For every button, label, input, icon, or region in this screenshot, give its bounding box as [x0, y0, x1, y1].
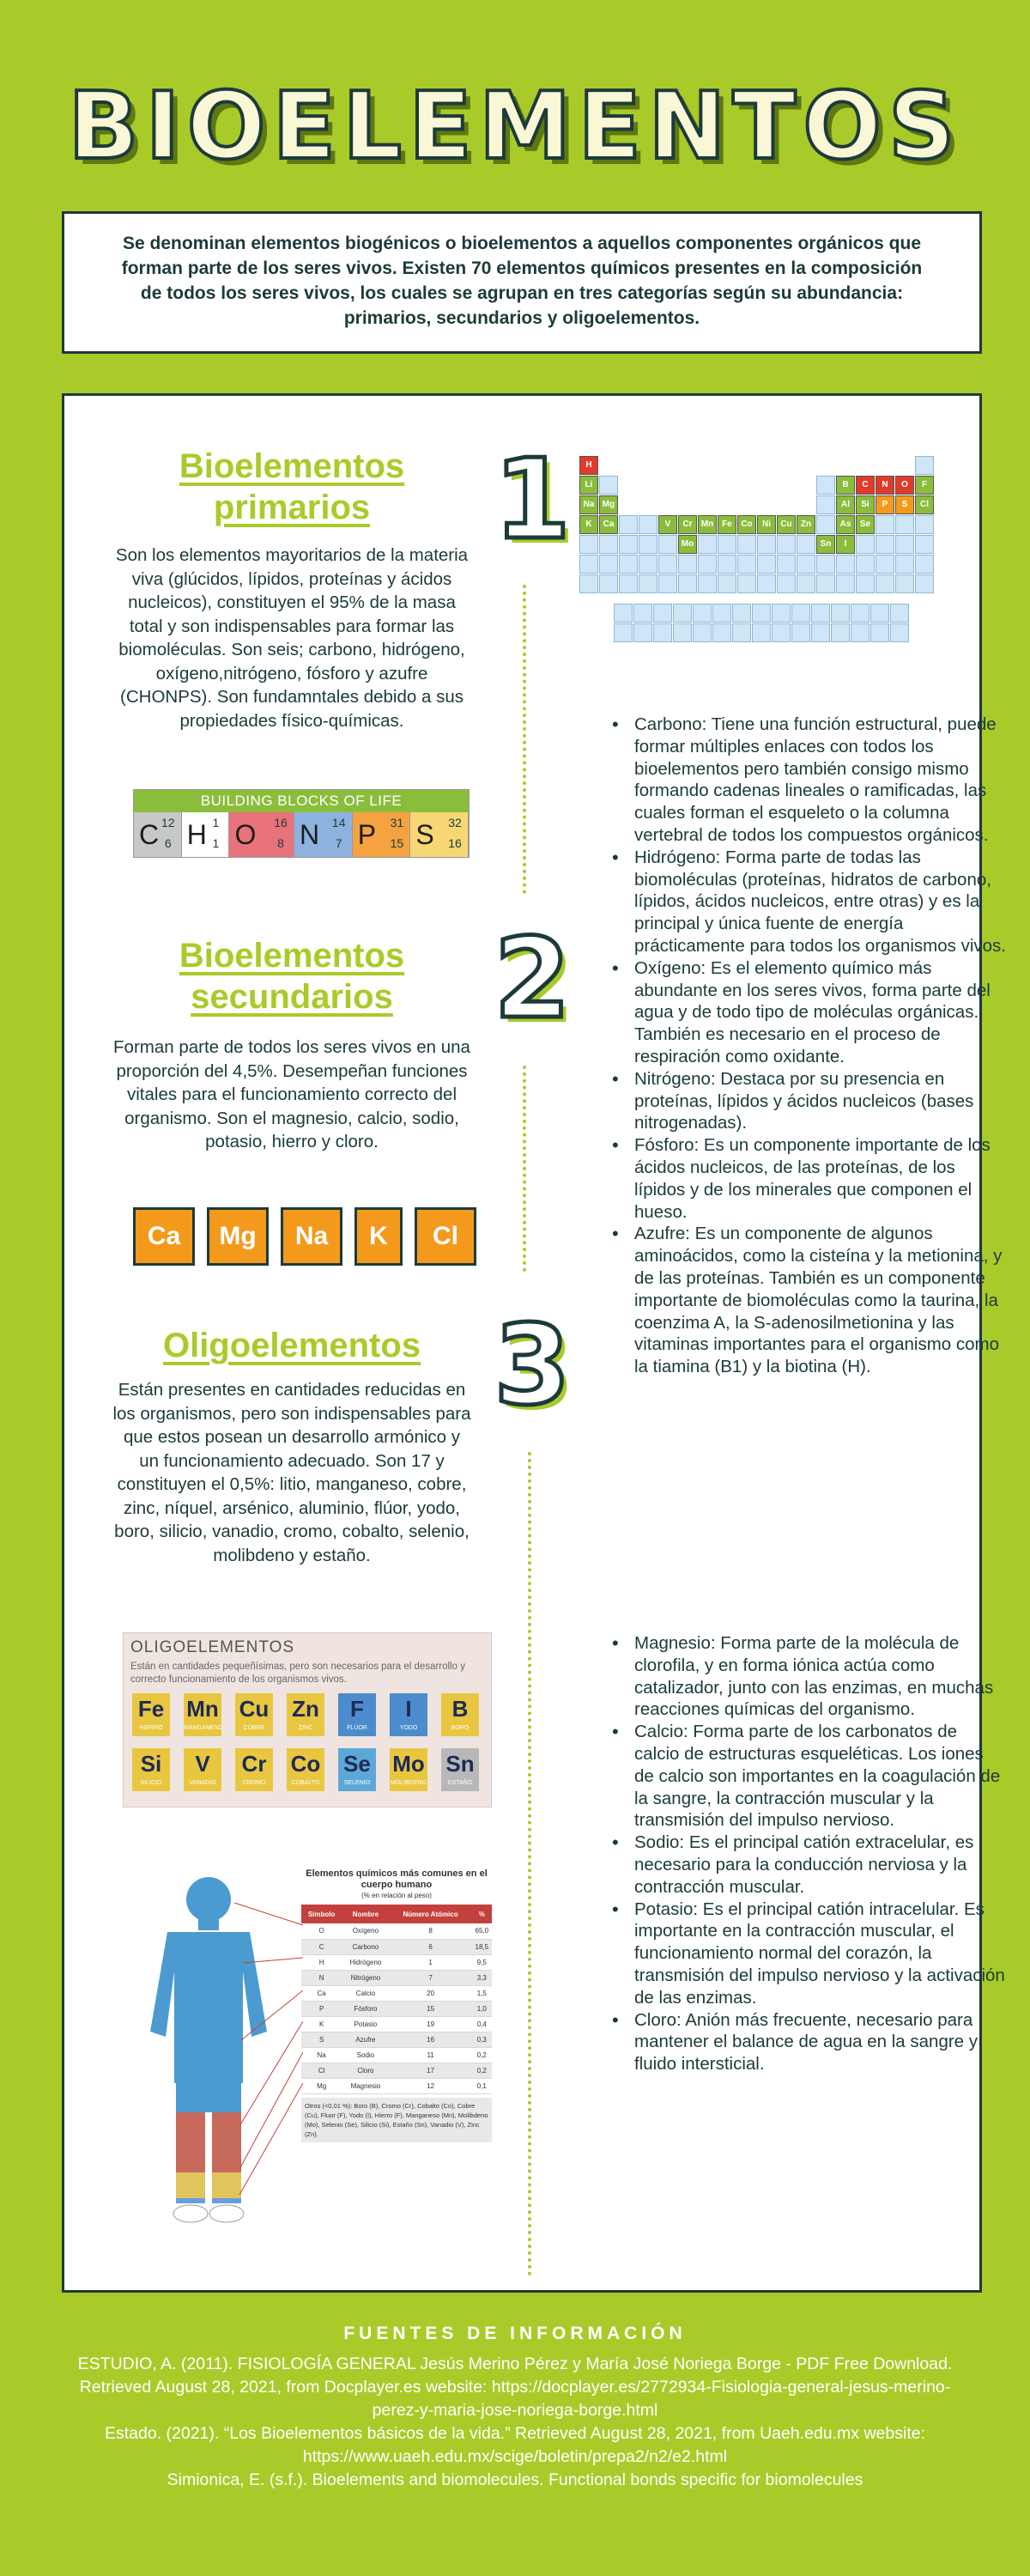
table-row [301, 2016, 492, 2032]
atomic-number: 6 [164, 836, 172, 850]
periodic-cell [811, 623, 830, 642]
periodic-cell [757, 555, 776, 574]
table-cell: 18,5 [472, 1939, 492, 1954]
table-header: Número Atómico [390, 1905, 472, 1923]
mass-number: 16 [274, 816, 288, 829]
oligo-name: BORO [451, 1725, 470, 1731]
periodic-cell [890, 604, 909, 623]
periodic-cell [673, 623, 692, 642]
periodic-cell [757, 535, 776, 554]
table-cell: 15 [390, 2001, 472, 2016]
table-cell: C [301, 1939, 342, 1954]
source-item: Simionica, E. (s.f.). Bioelements and biomolecules. Functional bonds specific for biomolecules [167, 2470, 863, 2489]
table-row [301, 1985, 492, 2001]
list-item: • Carbono: Tiene una función estructural, puede formar múltiples enlaces con todos los bioelementos pero también consigo mismo formando cadenas lineales o ramificadas, las cuales forman el esqueleto o la columna vertebral de todos los compuestos orgánicos. [612, 714, 1007, 847]
periodic-cell [737, 574, 756, 593]
periodic-cell [718, 574, 736, 593]
secondary-title: Bioelementos secundarios [179, 937, 405, 1016]
table-cell: 1 [390, 1954, 472, 1970]
periodic-cell [831, 604, 850, 623]
periodic-cell [816, 476, 835, 495]
periodic-cell [856, 555, 875, 574]
table-row [301, 2001, 492, 2016]
periodic-cell [851, 623, 869, 642]
periodic-cell [915, 515, 934, 534]
periodic-cell [614, 604, 633, 623]
element-symbol: C [139, 819, 160, 850]
periodic-cell [851, 604, 869, 623]
periodic-cell [653, 623, 672, 642]
periodic-cell-highlighted: C [856, 476, 875, 495]
periodic-cell-highlighted: P [876, 495, 894, 514]
table-row [301, 1939, 492, 1954]
periodic-cell [619, 515, 638, 534]
table-cell: N [301, 1970, 342, 1985]
periodic-cell-highlighted: Co [737, 515, 756, 534]
periodic-cell [876, 574, 894, 593]
table-cell: Cloro [342, 2063, 389, 2078]
table-cell: O [301, 1923, 342, 1939]
source-item: Estado. (2021). “Los Bioelementos básicos de la vida.” Retrieved August 28, 2021, from Uaeh.edu.mx website: https://www.uaeh.edu.mx/scige/boletin/prepa2/n2/e2.html [104, 2424, 926, 2466]
periodic-cell [757, 574, 776, 593]
building-blocks-row [134, 812, 469, 857]
body-table-title: Elementos químicos más comunes en el cuerpo humano [306, 1868, 488, 1890]
periodic-cell [811, 604, 830, 623]
periodic-cell [876, 515, 894, 534]
periodic-cell [752, 623, 771, 642]
periodic-cell [732, 623, 751, 642]
periodic-cell [599, 476, 618, 495]
periodic-cell [639, 515, 657, 534]
table-cell: S [301, 2032, 342, 2047]
periodic-cell-highlighted: V [658, 515, 677, 534]
periodic-cell-highlighted: I [836, 535, 855, 554]
oligo-element-tile [132, 1693, 170, 1736]
source-item: ESTUDIO, A. (2011). FISIOLOGÍA GENERAL Jesús Merino Pérez y María José Noriega Borge - PDF Free Download. Retrieved August 28, 2021, from Docplayer.es website: https://docplayer.es/2772934-Fisiologia-general-jesus-merino-perez-y-maria-jose-noriega-borge.html [77, 2354, 953, 2420]
periodic-cell [870, 604, 889, 623]
mass-number: 32 [448, 816, 462, 829]
periodic-cell-highlighted: Zn [797, 515, 815, 534]
table-cell: Calcio [342, 1985, 389, 2001]
periodic-cell [633, 623, 652, 642]
table-row [301, 1970, 492, 1985]
table-cell: Oxígeno [342, 1923, 389, 1939]
table-row [301, 1954, 492, 1970]
periodic-cell [777, 574, 796, 593]
table-cell: Magnesio [342, 2078, 389, 2093]
table-cell: 3,3 [472, 1970, 492, 1985]
oligo-symbol: Co [290, 1751, 321, 1777]
periodic-cell-highlighted: Ca [599, 515, 618, 534]
periodic-cell [718, 555, 736, 574]
oligo-element-tile [441, 1693, 479, 1736]
atomic-number: 15 [390, 836, 404, 850]
table-cell: 1,5 [472, 1985, 492, 2001]
periodic-cell [797, 574, 815, 593]
periodic-cell-highlighted: Mo [678, 535, 697, 554]
periodic-cell [639, 535, 657, 554]
element-symbol: N [300, 819, 320, 850]
oligo-symbol: Cr [241, 1751, 267, 1777]
periodic-cell [856, 574, 875, 593]
sources-title: FUENTES DE INFORMACIÓN [343, 2324, 687, 2343]
periodic-cell-highlighted: Sn [816, 535, 835, 554]
periodic-cell [895, 555, 914, 574]
periodic-cell [678, 555, 697, 574]
periodic-cell-highlighted: O [895, 476, 914, 495]
periodic-cell [718, 535, 736, 554]
periodic-cell [619, 574, 638, 593]
table-cell: Fósforo [342, 2001, 389, 2016]
periodic-cell-highlighted: S [895, 495, 914, 514]
content-panel [62, 393, 1006, 2293]
sources-list [69, 2353, 961, 2492]
periodic-cell [658, 535, 677, 554]
table-cell: 0,2 [472, 2063, 492, 2078]
table-cell: P [301, 2001, 342, 2016]
periodic-cell [797, 535, 815, 554]
table-cell: Carbono [342, 1939, 389, 1954]
dotted-divider-3 [528, 1452, 531, 2276]
oligo-name: ZINC [298, 1725, 313, 1731]
periodic-cell [915, 456, 934, 475]
periodic-cell [579, 574, 598, 593]
table-cell: 20 [390, 1985, 472, 2001]
periodic-cell [836, 574, 855, 593]
atomic-number: 16 [448, 836, 462, 850]
periodic-cell [579, 535, 598, 554]
periodic-cell [791, 623, 810, 642]
periodic-cell [698, 535, 717, 554]
oligo-element-tile [338, 1748, 376, 1791]
oligo-symbol: Mn [186, 1696, 219, 1722]
table-header: Nombre [342, 1905, 389, 1923]
periodic-cell [816, 574, 835, 593]
periodic-cell [732, 604, 751, 623]
table-header: % [472, 1905, 492, 1923]
table-cell: Azufre [342, 2032, 389, 2047]
oligo-symbol: Cu [239, 1696, 270, 1722]
element-tile: K [354, 1207, 403, 1266]
periodic-cell [673, 604, 692, 623]
number-three: 3 [494, 1302, 571, 1430]
table-row [301, 2032, 492, 2047]
periodic-cell [797, 555, 815, 574]
element-tile: Mg [207, 1207, 269, 1266]
periodic-cell-highlighted: K [579, 515, 598, 534]
periodic-cell [816, 515, 835, 534]
periodic-cell [658, 574, 677, 593]
periodic-cell-highlighted: Ni [757, 515, 776, 534]
secondary-element-tiles [133, 1207, 476, 1267]
periodic-cell-highlighted: As [836, 515, 855, 534]
building-blocks-header: BUILDING BLOCKS OF LIFE [134, 790, 469, 812]
periodic-cell [698, 555, 717, 574]
oligo-element-tile [338, 1693, 376, 1736]
list-item: • Magnesio: Forma parte de la molécula de clorofila, y en forma iónica actúa como catalizador, junto con las enzimas, en muchas reacciones químicas del organismo. [612, 1632, 1007, 1721]
secondary-text: Forman parte de todos los seres vivos en una proporción del 4,5%. Desempeñan funciones vitales para el funcionamiento correcto del organismo. Son el magnesio, calcio, sodio, potasio, hierro y cloro. [113, 1037, 470, 1151]
body-elements-table [301, 1868, 492, 2142]
list-item: • Oxígeno: Es el elemento químico más abundante en los seres vivos, forma parte del agua y de todo tipo de moléculas orgánicas. También es necesario en el proceso de respiración como oxidante. [612, 957, 1007, 1068]
oligo-element-tile [441, 1748, 479, 1791]
periodic-cell [698, 574, 717, 593]
oligo-name: ESTAÑO [447, 1780, 473, 1786]
periodic-cell-highlighted: Cl [915, 495, 934, 514]
element-symbol: P [357, 819, 377, 850]
periodic-cell [816, 495, 835, 514]
mass-number: 14 [331, 816, 346, 829]
list-item: • Nitrógeno: Destaca por su presencia en proteínas, lípidos y ácidos nucleicos (bases nitrogenadas). [612, 1068, 1007, 1134]
oligo-name: FLÚOR [347, 1725, 367, 1731]
periodic-cell-highlighted: H [579, 456, 598, 475]
table-row [301, 2047, 492, 2063]
periodic-cell [633, 604, 652, 623]
periodic-cell [772, 623, 791, 642]
element-symbol: S [415, 819, 434, 850]
periodic-cell-highlighted: F [915, 476, 934, 495]
oligo-symbol: Mo [392, 1751, 425, 1777]
periodic-cell [777, 555, 796, 574]
table-cell: 1,0 [472, 2001, 492, 2016]
table-cell: 6 [390, 1939, 472, 1954]
mass-number: 31 [390, 816, 404, 829]
oligo-element-tile [390, 1748, 427, 1791]
primary-title: Bioelementos primarios [179, 447, 405, 526]
table-cell: Mg [301, 2078, 342, 2093]
periodic-cell-highlighted: Mg [599, 495, 618, 514]
periodic-cell-highlighted: N [876, 476, 894, 495]
oligo-symbol: Se [343, 1751, 371, 1777]
element-tile: Cl [415, 1207, 476, 1266]
table-row [301, 2078, 492, 2093]
page-title: BIOELEMENTOS [68, 73, 962, 180]
periodic-cell [693, 604, 712, 623]
periodic-cell-highlighted: Al [836, 495, 855, 514]
mass-number: 1 [212, 816, 220, 829]
periodic-cell [876, 555, 894, 574]
oligo-symbol: Fe [137, 1696, 165, 1722]
oligo-symbol: Si [140, 1751, 162, 1777]
periodic-cell-highlighted: Mn [698, 515, 717, 534]
table-cell: 11 [390, 2047, 472, 2063]
oligo-name: HIERRO [139, 1725, 163, 1731]
oligo-element-tile [184, 1693, 221, 1736]
human-body-figure [123, 1868, 303, 2225]
list-item: • Fósforo: Es un componente importante de los ácidos nucleicos, de las proteínas, de los lípidos y de los minerales que componen el hueso. [612, 1134, 1007, 1223]
list-item: • Potasio: Es el principal catión intracelular. Es importante en la contracción muscular, el funcionamiento normal del corazón, la transmisión del impulso nervioso y la activación de las enzimas. [612, 1899, 1007, 2009]
periodic-cell [619, 555, 638, 574]
periodic-cell [653, 604, 672, 623]
oligo-title: Oligoelementos [162, 1327, 421, 1364]
table-cell: 12 [390, 2078, 472, 2093]
primary-text: Son los elementos mayoritarios de la materia viva (glúcidos, lípidos, proteínas y ácidos nucleicos), constituyen el 95% de la masa total y son indispensables para formar las biomoléculas. Son seis; carbono, hidrógeno, oxígeno,nitrógeno, fósforo y azufre (CHONPS). Son fundamntales debido a sus propiedades físico-químicas. [115, 545, 469, 731]
table-cell: 0,4 [472, 2016, 492, 2032]
oligo-symbol: Sn [445, 1751, 475, 1777]
oligo-name: SILICIO [140, 1780, 162, 1786]
element-block [410, 812, 469, 857]
periodic-cell [678, 574, 697, 593]
table-cell: Nitrógeno [342, 1970, 389, 1985]
oligo-name: YODO [399, 1725, 418, 1731]
human-body-image [123, 1868, 492, 2225]
list-item: • Calcio: Forma parte de los carbonatos de calcio de estructuras esqueléticas. Los iones de calcio son importantes en la coagulación de la sangre, la contracción muscular y la transmisión del impulso nervioso. [612, 1721, 1007, 1832]
table-cell: 0,1 [472, 2078, 492, 2093]
oligoelements-image [123, 1632, 492, 1807]
atomic-number: 1 [212, 836, 220, 850]
periodic-cell [599, 555, 618, 574]
table-cell: 7 [390, 1970, 472, 1985]
list-item: • Hidrógeno: Forma parte de todas las biomoléculas (proteínas, hidratos de carbono, lípidos, ácidos nucleicos, entre otras) y es la principal y única fuente de energía prácticamente para todos los organismos vivos. [612, 847, 1007, 957]
element-block [134, 812, 182, 857]
table-cell: Potasio [342, 2016, 389, 2032]
periodic-cell-highlighted: Cu [777, 515, 796, 534]
periodic-cell [915, 535, 934, 554]
list-item: • Cloro: Anión más frecuente, necesario para mantener el balance de agua en la sangre y fluido intersticial. [612, 2009, 1007, 2075]
oligo-text: Están presentes en cantidades reducidas en los organismos, pero son indispensables para que estos posean un desarrollo armónico y un funcionamiento adecuado. Son 17 y constituyen el 0,5%: litio, manganeso, cobre, zinc, níquel, arsénico, aluminio, flúor, yodo, boro, silicio, vanadio, cromo, cobalto, selenio, molibdeno y estaño. [112, 1380, 471, 1565]
oligo-symbol: F [350, 1696, 364, 1722]
periodic-cell [737, 535, 756, 554]
secondary-bullets [612, 1632, 1007, 2075]
element-block [229, 812, 294, 857]
table-cell: Ca [301, 1985, 342, 2001]
periodic-cell [712, 623, 731, 642]
element-symbol: H [186, 819, 207, 850]
list-item: • Azufre: Es un componente de algunos aminoácidos, como la cisteína y la metionina, y de las proteínas. También es un componente importante de biomoléculas como la taurina, la coenzima A, la S-adenosilmetionina y las vitaminas importantes para el organismo como la tiamina (B1) y la biotina (H). [612, 1223, 1007, 1378]
oligo-name: VANADIO [189, 1780, 216, 1786]
table-cell: 19 [390, 2016, 472, 2032]
oligo-element-tile [287, 1693, 324, 1736]
oligo-name: COBRE [243, 1725, 265, 1731]
building-blocks-image [133, 789, 470, 858]
oligo-element-tile [132, 1748, 170, 1791]
oligo-name: MANGANESO [184, 1725, 223, 1731]
atomic-number: 8 [277, 836, 284, 850]
body-table-others: Otros (<0,01 %): Boro (B), Cromo (Cr), Cobalto (Co), Cobre (Cu), Fluor (F), Yodo (I), Hierro (F), Manganeso (Mn), Molibdeno (Mo), Selenio (Se), Silicio (Si), Estaño (Sn), Vanadio (V), Zinc (Zn). [301, 2098, 492, 2142]
periodic-cell [870, 623, 889, 642]
periodic-cell [599, 535, 618, 554]
table-cell: Cl [301, 2063, 342, 2078]
table-cell: 9,5 [472, 1954, 492, 1970]
periodic-cell [737, 555, 756, 574]
periodic-cell [639, 574, 657, 593]
table-cell: Sodio [342, 2047, 389, 2063]
table-cell: H [301, 1954, 342, 1970]
periodic-cell [712, 604, 731, 623]
periodic-cell-highlighted: Li [579, 476, 598, 495]
periodic-cell [895, 535, 914, 554]
periodic-cell [777, 535, 796, 554]
oligo-element-tile [390, 1693, 427, 1736]
oligo-image-subtitle: Están en cantidades pequeñísimas, pero son necesarios para el desarrollo y correcto funcionamiento de los organismos vivos. [130, 1662, 465, 1685]
periodic-cell [895, 574, 914, 593]
list-item: • Sodio: Es el principal catión extracelular, es necesario para la conducción nerviosa y la contracción muscular. [612, 1832, 1007, 1898]
oligo-element-tile [184, 1748, 221, 1791]
periodic-cell [614, 623, 633, 642]
element-tile: Ca [133, 1207, 195, 1266]
periodic-cell [658, 555, 677, 574]
oligo-symbol: I [405, 1696, 412, 1722]
table-cell: 65,0 [472, 1923, 492, 1939]
periodic-cell [772, 604, 791, 623]
periodic-cell [856, 535, 875, 554]
periodic-cell-highlighted: B [836, 476, 855, 495]
periodic-cell [876, 535, 894, 554]
element-tile: Na [281, 1207, 342, 1266]
primary-bullets [612, 714, 1007, 1378]
oligo-element-tile [235, 1748, 273, 1791]
element-block [182, 812, 230, 857]
periodic-cell-highlighted: Fe [718, 515, 736, 534]
periodic-cell-highlighted: Se [856, 515, 875, 534]
periodic-cell [579, 555, 598, 574]
oligo-name: MOLIBDENO [390, 1780, 427, 1786]
periodic-cell [915, 574, 934, 593]
periodic-cell [895, 515, 914, 534]
table-row [301, 2063, 492, 2078]
periodic-cell [890, 623, 909, 642]
dotted-divider-2 [523, 1066, 526, 1272]
table-cell: 0,2 [472, 2047, 492, 2063]
oligo-element-tile [287, 1748, 324, 1791]
dotted-divider-1 [523, 585, 526, 894]
table-cell: Na [301, 2047, 342, 2063]
periodic-cell [752, 604, 771, 623]
table-cell: 8 [390, 1923, 472, 1939]
number-two: 2 [494, 915, 571, 1043]
periodic-cell-highlighted: Si [856, 495, 875, 514]
table-cell: K [301, 2016, 342, 2032]
table-cell: 16 [390, 2032, 472, 2047]
oligo-symbol: B [451, 1696, 469, 1722]
element-block [353, 812, 411, 857]
periodic-cell [693, 623, 712, 642]
oligo-image-title: OLIGOELEMENTOS [130, 1638, 295, 1656]
periodic-cell [791, 604, 810, 623]
periodic-cell [619, 535, 638, 554]
oligo-element-tile [235, 1693, 273, 1736]
periodic-cell [836, 555, 855, 574]
periodic-table-image [579, 456, 936, 662]
periodic-cell-highlighted: Cr [678, 515, 697, 534]
periodic-cell [816, 555, 835, 574]
element-block [294, 812, 353, 857]
number-one: 1 [494, 436, 571, 564]
table-row [301, 1923, 492, 1939]
oligo-name: CROMO [242, 1780, 266, 1786]
oligo-name: COBALTO [291, 1780, 320, 1786]
periodic-cell [599, 574, 618, 593]
intro-box: Se denominan elementos biogénicos o bioelementos a aquellos componentes orgánicos que forman parte de los seres vivos. Existen 70 elementos químicos presentes en la composición de todos los seres vivos, los cuales se agrupan en tres categorías según su abundancia: primarios, secundarios y oligoelementos. [62, 211, 982, 354]
periodic-cell [915, 555, 934, 574]
table-cell: 17 [390, 2063, 472, 2078]
table-cell: 0,3 [472, 2032, 492, 2047]
oligo-name: SELENIO [343, 1780, 371, 1786]
oligo-symbol: V [195, 1751, 210, 1777]
table-header: Símbolo [301, 1905, 342, 1923]
atomic-number: 7 [335, 836, 342, 850]
periodic-cell-highlighted: Na [579, 495, 598, 514]
periodic-cell [639, 555, 657, 574]
element-symbol: O [234, 819, 257, 850]
periodic-cell [831, 623, 850, 642]
table-cell: Hidrógeno [342, 1954, 389, 1970]
oligo-symbol: Zn [292, 1696, 319, 1722]
mass-number: 12 [161, 816, 175, 829]
body-table-subtitle: (% en relación al peso) [361, 1892, 432, 1899]
